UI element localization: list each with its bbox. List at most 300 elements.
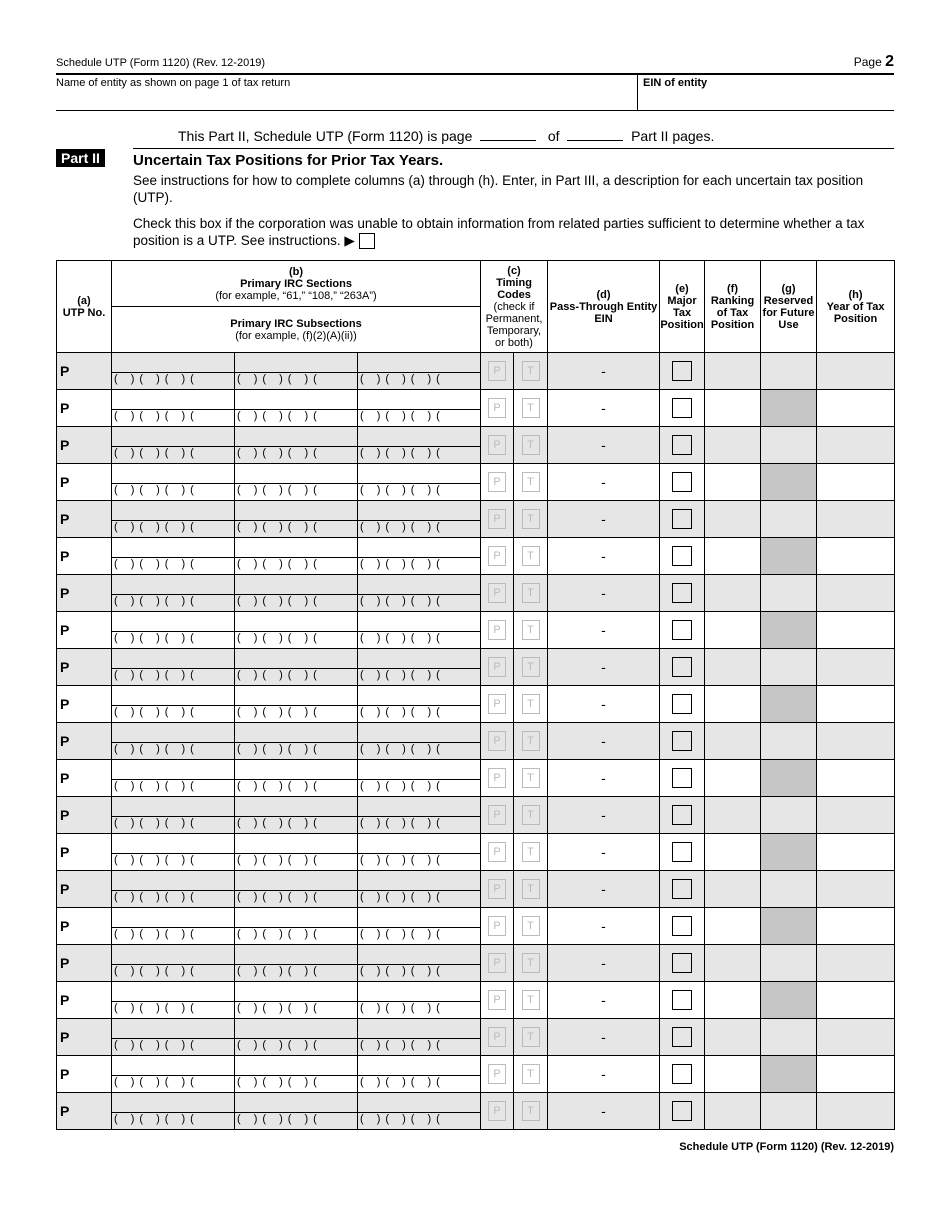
- irc-subsection-field[interactable]: ( )( )( )(: [358, 853, 480, 870]
- irc-section-cell[interactable]: [112, 945, 235, 982]
- permanent-checkbox[interactable]: P: [488, 1064, 506, 1084]
- year-of-tax-position-field[interactable]: [817, 464, 895, 501]
- temporary-checkbox[interactable]: T: [522, 768, 540, 788]
- ranking-field[interactable]: [705, 797, 761, 834]
- timing-code-temporary[interactable]: [514, 390, 548, 427]
- timing-code-temporary[interactable]: [514, 760, 548, 797]
- irc-section-cell[interactable]: [235, 390, 358, 427]
- irc-section-cell[interactable]: [358, 575, 481, 612]
- irc-subsection-field[interactable]: ( )( )( )(: [235, 1075, 357, 1092]
- irc-subsection-field[interactable]: ( )( )( )(: [112, 964, 234, 981]
- irc-section-cell[interactable]: [358, 538, 481, 575]
- ranking-field[interactable]: [705, 982, 761, 1019]
- temporary-checkbox[interactable]: T: [522, 731, 540, 751]
- temporary-checkbox[interactable]: T: [522, 879, 540, 899]
- pass-through-ein-field[interactable]: -: [548, 797, 660, 834]
- irc-section-cell[interactable]: [235, 1093, 358, 1130]
- temporary-checkbox[interactable]: T: [522, 694, 540, 714]
- total-pages-field[interactable]: [567, 126, 623, 141]
- irc-subsection-field[interactable]: ( )( )( )(: [358, 668, 480, 685]
- utp-number-cell[interactable]: [57, 1019, 112, 1056]
- pass-through-ein-field[interactable]: -: [548, 612, 660, 649]
- irc-section-cell[interactable]: [358, 649, 481, 686]
- timing-code-permanent[interactable]: [481, 760, 514, 797]
- irc-section-cell[interactable]: [235, 982, 358, 1019]
- permanent-checkbox[interactable]: P: [488, 1101, 506, 1121]
- pass-through-ein-field[interactable]: -: [548, 501, 660, 538]
- major-tax-position-checkbox[interactable]: [672, 435, 692, 455]
- timing-code-temporary[interactable]: [514, 686, 548, 723]
- irc-section-cell[interactable]: [112, 1019, 235, 1056]
- year-of-tax-position-field[interactable]: [817, 686, 895, 723]
- utp-number-cell[interactable]: [57, 1093, 112, 1130]
- irc-section-cell[interactable]: [358, 501, 481, 538]
- irc-section-cell[interactable]: [358, 834, 481, 871]
- temporary-checkbox[interactable]: T: [522, 472, 540, 492]
- permanent-checkbox[interactable]: P: [488, 398, 506, 418]
- ranking-field[interactable]: [705, 1093, 761, 1130]
- utp-number-cell[interactable]: [57, 575, 112, 612]
- permanent-checkbox[interactable]: P: [488, 768, 506, 788]
- timing-code-temporary[interactable]: [514, 797, 548, 834]
- irc-section-cell[interactable]: [235, 501, 358, 538]
- irc-subsection-field[interactable]: ( )( )( )(: [358, 1075, 480, 1092]
- irc-section-cell[interactable]: [358, 723, 481, 760]
- irc-subsection-field[interactable]: ( )( )( )(: [112, 594, 234, 611]
- utp-number-cell[interactable]: [57, 908, 112, 945]
- year-of-tax-position-field[interactable]: [817, 649, 895, 686]
- irc-section-cell[interactable]: [358, 945, 481, 982]
- year-of-tax-position-field[interactable]: [817, 871, 895, 908]
- irc-subsection-field[interactable]: ( )( )( )(: [235, 372, 357, 389]
- timing-code-permanent[interactable]: [481, 612, 514, 649]
- timing-code-temporary[interactable]: [514, 871, 548, 908]
- irc-section-cell[interactable]: [358, 464, 481, 501]
- irc-subsection-field[interactable]: ( )( )( )(: [112, 816, 234, 833]
- utp-number-cell[interactable]: [57, 464, 112, 501]
- year-of-tax-position-field[interactable]: [817, 538, 895, 575]
- irc-section-cell[interactable]: [235, 575, 358, 612]
- major-tax-position-checkbox[interactable]: [672, 1101, 692, 1121]
- major-tax-position-checkbox[interactable]: [672, 657, 692, 677]
- timing-code-permanent[interactable]: [481, 945, 514, 982]
- utp-number-cell[interactable]: [57, 945, 112, 982]
- irc-subsection-field[interactable]: ( )( )( )(: [235, 446, 357, 463]
- pass-through-ein-field[interactable]: -: [548, 760, 660, 797]
- irc-subsection-field[interactable]: ( )( )( )(: [235, 594, 357, 611]
- timing-code-permanent[interactable]: [481, 834, 514, 871]
- timing-code-permanent[interactable]: [481, 1093, 514, 1130]
- irc-section-cell[interactable]: [235, 871, 358, 908]
- timing-code-temporary[interactable]: [514, 945, 548, 982]
- year-of-tax-position-field[interactable]: [817, 390, 895, 427]
- timing-code-permanent[interactable]: [481, 797, 514, 834]
- major-tax-position-checkbox[interactable]: [672, 361, 692, 381]
- utp-number-cell[interactable]: [57, 501, 112, 538]
- timing-code-temporary[interactable]: [514, 353, 548, 390]
- irc-subsection-field[interactable]: ( )( )( )(: [358, 520, 480, 537]
- year-of-tax-position-field[interactable]: [817, 834, 895, 871]
- timing-code-permanent[interactable]: [481, 353, 514, 390]
- temporary-checkbox[interactable]: T: [522, 361, 540, 381]
- timing-code-permanent[interactable]: [481, 723, 514, 760]
- irc-section-cell[interactable]: [235, 760, 358, 797]
- irc-section-cell[interactable]: [112, 390, 235, 427]
- ranking-field[interactable]: [705, 834, 761, 871]
- temporary-checkbox[interactable]: T: [522, 1064, 540, 1084]
- timing-code-permanent[interactable]: [481, 390, 514, 427]
- irc-section-cell[interactable]: [112, 871, 235, 908]
- utp-number-cell[interactable]: [57, 871, 112, 908]
- major-tax-position-checkbox[interactable]: [672, 842, 692, 862]
- pass-through-ein-field[interactable]: -: [548, 649, 660, 686]
- timing-code-permanent[interactable]: [481, 575, 514, 612]
- ranking-field[interactable]: [705, 464, 761, 501]
- irc-subsection-field[interactable]: ( )( )( )(: [358, 705, 480, 722]
- pass-through-ein-field[interactable]: -: [548, 1019, 660, 1056]
- major-tax-position-checkbox[interactable]: [672, 583, 692, 603]
- irc-subsection-field[interactable]: ( )( )( )(: [235, 1112, 357, 1129]
- irc-section-cell[interactable]: [112, 649, 235, 686]
- irc-subsection-field[interactable]: ( )( )( )(: [235, 668, 357, 685]
- timing-code-permanent[interactable]: [481, 908, 514, 945]
- irc-subsection-field[interactable]: ( )( )( )(: [235, 964, 357, 981]
- timing-code-permanent[interactable]: [481, 686, 514, 723]
- pass-through-ein-field[interactable]: -: [548, 575, 660, 612]
- irc-section-cell[interactable]: [358, 871, 481, 908]
- timing-code-temporary[interactable]: [514, 501, 548, 538]
- temporary-checkbox[interactable]: T: [522, 583, 540, 603]
- irc-subsection-field[interactable]: ( )( )( )(: [112, 779, 234, 796]
- irc-subsection-field[interactable]: ( )( )( )(: [358, 557, 480, 574]
- temporary-checkbox[interactable]: T: [522, 657, 540, 677]
- irc-subsection-field[interactable]: ( )( )( )(: [112, 409, 234, 426]
- irc-subsection-field[interactable]: ( )( )( )(: [112, 668, 234, 685]
- year-of-tax-position-field[interactable]: [817, 760, 895, 797]
- irc-section-cell[interactable]: [358, 390, 481, 427]
- utp-number-cell[interactable]: [57, 390, 112, 427]
- utp-number-cell[interactable]: [57, 797, 112, 834]
- irc-section-cell[interactable]: [112, 1093, 235, 1130]
- irc-subsection-field[interactable]: ( )( )( )(: [235, 557, 357, 574]
- irc-section-cell[interactable]: [235, 686, 358, 723]
- pass-through-ein-field[interactable]: -: [548, 686, 660, 723]
- irc-subsection-field[interactable]: ( )( )( )(: [235, 409, 357, 426]
- permanent-checkbox[interactable]: P: [488, 546, 506, 566]
- irc-subsection-field[interactable]: ( )( )( )(: [112, 742, 234, 759]
- major-tax-position-checkbox[interactable]: [672, 879, 692, 899]
- irc-subsection-field[interactable]: ( )( )( )(: [235, 520, 357, 537]
- irc-section-cell[interactable]: [112, 908, 235, 945]
- timing-code-temporary[interactable]: [514, 723, 548, 760]
- timing-code-temporary[interactable]: [514, 1093, 548, 1130]
- year-of-tax-position-field[interactable]: [817, 353, 895, 390]
- temporary-checkbox[interactable]: T: [522, 805, 540, 825]
- timing-code-temporary[interactable]: [514, 834, 548, 871]
- temporary-checkbox[interactable]: T: [522, 916, 540, 936]
- irc-subsection-field[interactable]: ( )( )( )(: [112, 483, 234, 500]
- utp-number-cell[interactable]: [57, 982, 112, 1019]
- irc-subsection-field[interactable]: ( )( )( )(: [112, 446, 234, 463]
- major-tax-position-checkbox[interactable]: [672, 731, 692, 751]
- timing-code-permanent[interactable]: [481, 1019, 514, 1056]
- irc-section-cell[interactable]: [112, 427, 235, 464]
- irc-section-cell[interactable]: [112, 982, 235, 1019]
- temporary-checkbox[interactable]: T: [522, 546, 540, 566]
- irc-section-cell[interactable]: [112, 797, 235, 834]
- temporary-checkbox[interactable]: T: [522, 398, 540, 418]
- irc-subsection-field[interactable]: ( )( )( )(: [358, 927, 480, 944]
- irc-subsection-field[interactable]: ( )( )( )(: [358, 483, 480, 500]
- pass-through-ein-field[interactable]: -: [548, 427, 660, 464]
- ranking-field[interactable]: [705, 723, 761, 760]
- ranking-field[interactable]: [705, 575, 761, 612]
- irc-section-cell[interactable]: [235, 797, 358, 834]
- temporary-checkbox[interactable]: T: [522, 435, 540, 455]
- utp-number-cell[interactable]: [57, 686, 112, 723]
- irc-section-cell[interactable]: [235, 1056, 358, 1093]
- ranking-field[interactable]: [705, 501, 761, 538]
- year-of-tax-position-field[interactable]: [817, 797, 895, 834]
- temporary-checkbox[interactable]: T: [522, 1027, 540, 1047]
- irc-section-cell[interactable]: [112, 353, 235, 390]
- utp-number-cell[interactable]: [57, 649, 112, 686]
- irc-section-cell[interactable]: [112, 538, 235, 575]
- temporary-checkbox[interactable]: T: [522, 509, 540, 529]
- irc-subsection-field[interactable]: ( )( )( )(: [112, 372, 234, 389]
- irc-section-cell[interactable]: [358, 686, 481, 723]
- year-of-tax-position-field[interactable]: [817, 1019, 895, 1056]
- ranking-field[interactable]: [705, 1019, 761, 1056]
- timing-code-temporary[interactable]: [514, 982, 548, 1019]
- irc-subsection-field[interactable]: ( )( )( )(: [235, 816, 357, 833]
- timing-code-permanent[interactable]: [481, 649, 514, 686]
- pass-through-ein-field[interactable]: -: [548, 538, 660, 575]
- permanent-checkbox[interactable]: P: [488, 361, 506, 381]
- permanent-checkbox[interactable]: P: [488, 879, 506, 899]
- irc-subsection-field[interactable]: ( )( )( )(: [358, 779, 480, 796]
- irc-section-cell[interactable]: [235, 908, 358, 945]
- irc-subsection-field[interactable]: ( )( )( )(: [358, 1112, 480, 1129]
- irc-section-cell[interactable]: [112, 612, 235, 649]
- timing-code-temporary[interactable]: [514, 427, 548, 464]
- irc-section-cell[interactable]: [235, 945, 358, 982]
- irc-section-cell[interactable]: [112, 686, 235, 723]
- irc-section-cell[interactable]: [358, 1093, 481, 1130]
- timing-code-permanent[interactable]: [481, 982, 514, 1019]
- irc-subsection-field[interactable]: ( )( )( )(: [112, 520, 234, 537]
- permanent-checkbox[interactable]: P: [488, 731, 506, 751]
- permanent-checkbox[interactable]: P: [488, 472, 506, 492]
- irc-subsection-field[interactable]: ( )( )( )(: [112, 1075, 234, 1092]
- timing-code-permanent[interactable]: [481, 464, 514, 501]
- irc-section-cell[interactable]: [358, 427, 481, 464]
- irc-subsection-field[interactable]: ( )( )( )(: [358, 816, 480, 833]
- timing-code-temporary[interactable]: [514, 649, 548, 686]
- major-tax-position-checkbox[interactable]: [672, 1027, 692, 1047]
- year-of-tax-position-field[interactable]: [817, 1056, 895, 1093]
- irc-section-cell[interactable]: [358, 908, 481, 945]
- irc-section-cell[interactable]: [235, 649, 358, 686]
- irc-subsection-field[interactable]: ( )( )( )(: [112, 1038, 234, 1055]
- irc-section-cell[interactable]: [358, 982, 481, 1019]
- irc-subsection-field[interactable]: ( )( )( )(: [235, 483, 357, 500]
- temporary-checkbox[interactable]: T: [522, 953, 540, 973]
- irc-subsection-field[interactable]: ( )( )( )(: [358, 446, 480, 463]
- utp-number-cell[interactable]: [57, 723, 112, 760]
- year-of-tax-position-field[interactable]: [817, 427, 895, 464]
- related-party-checkbox[interactable]: [359, 233, 375, 249]
- irc-subsection-field[interactable]: ( )( )( )(: [358, 964, 480, 981]
- year-of-tax-position-field[interactable]: [817, 945, 895, 982]
- pass-through-ein-field[interactable]: -: [548, 723, 660, 760]
- permanent-checkbox[interactable]: P: [488, 657, 506, 677]
- irc-section-cell[interactable]: [235, 353, 358, 390]
- irc-subsection-field[interactable]: ( )( )( )(: [235, 853, 357, 870]
- irc-subsection-field[interactable]: ( )( )( )(: [235, 742, 357, 759]
- year-of-tax-position-field[interactable]: [817, 612, 895, 649]
- permanent-checkbox[interactable]: P: [488, 620, 506, 640]
- year-of-tax-position-field[interactable]: [817, 1093, 895, 1130]
- permanent-checkbox[interactable]: P: [488, 1027, 506, 1047]
- utp-number-cell[interactable]: [57, 834, 112, 871]
- irc-section-cell[interactable]: [112, 723, 235, 760]
- major-tax-position-checkbox[interactable]: [672, 953, 692, 973]
- irc-section-cell[interactable]: [358, 760, 481, 797]
- timing-code-temporary[interactable]: [514, 1056, 548, 1093]
- ranking-field[interactable]: [705, 390, 761, 427]
- timing-code-permanent[interactable]: [481, 871, 514, 908]
- major-tax-position-checkbox[interactable]: [672, 1064, 692, 1084]
- timing-code-temporary[interactable]: [514, 1019, 548, 1056]
- major-tax-position-checkbox[interactable]: [672, 546, 692, 566]
- irc-section-cell[interactable]: [358, 1019, 481, 1056]
- timing-code-temporary[interactable]: [514, 538, 548, 575]
- permanent-checkbox[interactable]: P: [488, 953, 506, 973]
- irc-subsection-field[interactable]: ( )( )( )(: [112, 631, 234, 648]
- pass-through-ein-field[interactable]: -: [548, 908, 660, 945]
- utp-number-cell[interactable]: [57, 353, 112, 390]
- irc-subsection-field[interactable]: ( )( )( )(: [112, 890, 234, 907]
- irc-subsection-field[interactable]: ( )( )( )(: [358, 594, 480, 611]
- temporary-checkbox[interactable]: T: [522, 842, 540, 862]
- irc-subsection-field[interactable]: ( )( )( )(: [358, 742, 480, 759]
- ranking-field[interactable]: [705, 538, 761, 575]
- pass-through-ein-field[interactable]: -: [548, 982, 660, 1019]
- permanent-checkbox[interactable]: P: [488, 990, 506, 1010]
- pass-through-ein-field[interactable]: -: [548, 834, 660, 871]
- irc-subsection-field[interactable]: ( )( )( )(: [235, 779, 357, 796]
- irc-subsection-field[interactable]: ( )( )( )(: [235, 890, 357, 907]
- irc-section-cell[interactable]: [112, 834, 235, 871]
- permanent-checkbox[interactable]: P: [488, 583, 506, 603]
- major-tax-position-checkbox[interactable]: [672, 620, 692, 640]
- timing-code-permanent[interactable]: [481, 538, 514, 575]
- pass-through-ein-field[interactable]: -: [548, 945, 660, 982]
- irc-subsection-field[interactable]: ( )( )( )(: [358, 372, 480, 389]
- timing-code-temporary[interactable]: [514, 464, 548, 501]
- irc-subsection-field[interactable]: ( )( )( )(: [358, 631, 480, 648]
- irc-subsection-field[interactable]: ( )( )( )(: [112, 927, 234, 944]
- pass-through-ein-field[interactable]: -: [548, 1093, 660, 1130]
- irc-section-cell[interactable]: [112, 575, 235, 612]
- ranking-field[interactable]: [705, 612, 761, 649]
- irc-section-cell[interactable]: [235, 1019, 358, 1056]
- irc-subsection-field[interactable]: ( )( )( )(: [358, 890, 480, 907]
- irc-subsection-field[interactable]: ( )( )( )(: [235, 927, 357, 944]
- major-tax-position-checkbox[interactable]: [672, 398, 692, 418]
- temporary-checkbox[interactable]: T: [522, 990, 540, 1010]
- ranking-field[interactable]: [705, 353, 761, 390]
- irc-section-cell[interactable]: [358, 353, 481, 390]
- irc-section-cell[interactable]: [235, 723, 358, 760]
- timing-code-temporary[interactable]: [514, 908, 548, 945]
- irc-section-cell[interactable]: [112, 464, 235, 501]
- irc-section-cell[interactable]: [235, 612, 358, 649]
- major-tax-position-checkbox[interactable]: [672, 509, 692, 529]
- irc-section-cell[interactable]: [235, 834, 358, 871]
- year-of-tax-position-field[interactable]: [817, 982, 895, 1019]
- ranking-field[interactable]: [705, 427, 761, 464]
- timing-code-temporary[interactable]: [514, 575, 548, 612]
- timing-code-permanent[interactable]: [481, 501, 514, 538]
- utp-number-cell[interactable]: [57, 427, 112, 464]
- ranking-field[interactable]: [705, 686, 761, 723]
- ranking-field[interactable]: [705, 871, 761, 908]
- irc-subsection-field[interactable]: ( )( )( )(: [112, 705, 234, 722]
- permanent-checkbox[interactable]: P: [488, 694, 506, 714]
- ranking-field[interactable]: [705, 760, 761, 797]
- utp-number-cell[interactable]: [57, 760, 112, 797]
- utp-number-cell[interactable]: [57, 612, 112, 649]
- irc-subsection-field[interactable]: ( )( )( )(: [358, 1001, 480, 1018]
- major-tax-position-checkbox[interactable]: [672, 916, 692, 936]
- irc-subsection-field[interactable]: ( )( )( )(: [112, 1001, 234, 1018]
- irc-subsection-field[interactable]: ( )( )( )(: [358, 409, 480, 426]
- irc-section-cell[interactable]: [358, 612, 481, 649]
- pass-through-ein-field[interactable]: -: [548, 1056, 660, 1093]
- pass-through-ein-field[interactable]: -: [548, 353, 660, 390]
- major-tax-position-checkbox[interactable]: [672, 805, 692, 825]
- temporary-checkbox[interactable]: T: [522, 1101, 540, 1121]
- year-of-tax-position-field[interactable]: [817, 575, 895, 612]
- page-number-field[interactable]: [480, 126, 536, 141]
- year-of-tax-position-field[interactable]: [817, 908, 895, 945]
- permanent-checkbox[interactable]: P: [488, 916, 506, 936]
- temporary-checkbox[interactable]: T: [522, 620, 540, 640]
- irc-section-cell[interactable]: [358, 1056, 481, 1093]
- ranking-field[interactable]: [705, 908, 761, 945]
- irc-section-cell[interactable]: [112, 1056, 235, 1093]
- pass-through-ein-field[interactable]: -: [548, 464, 660, 501]
- ranking-field[interactable]: [705, 1056, 761, 1093]
- irc-section-cell[interactable]: [235, 427, 358, 464]
- timing-code-permanent[interactable]: [481, 1056, 514, 1093]
- ranking-field[interactable]: [705, 945, 761, 982]
- irc-subsection-field[interactable]: ( )( )( )(: [358, 1038, 480, 1055]
- major-tax-position-checkbox[interactable]: [672, 990, 692, 1010]
- irc-subsection-field[interactable]: ( )( )( )(: [112, 557, 234, 574]
- major-tax-position-checkbox[interactable]: [672, 768, 692, 788]
- year-of-tax-position-field[interactable]: [817, 501, 895, 538]
- timing-code-permanent[interactable]: [481, 427, 514, 464]
- irc-section-cell[interactable]: [112, 760, 235, 797]
- major-tax-position-checkbox[interactable]: [672, 694, 692, 714]
- irc-subsection-field[interactable]: ( )( )( )(: [235, 1038, 357, 1055]
- year-of-tax-position-field[interactable]: [817, 723, 895, 760]
- ranking-field[interactable]: [705, 649, 761, 686]
- irc-section-cell[interactable]: [112, 501, 235, 538]
